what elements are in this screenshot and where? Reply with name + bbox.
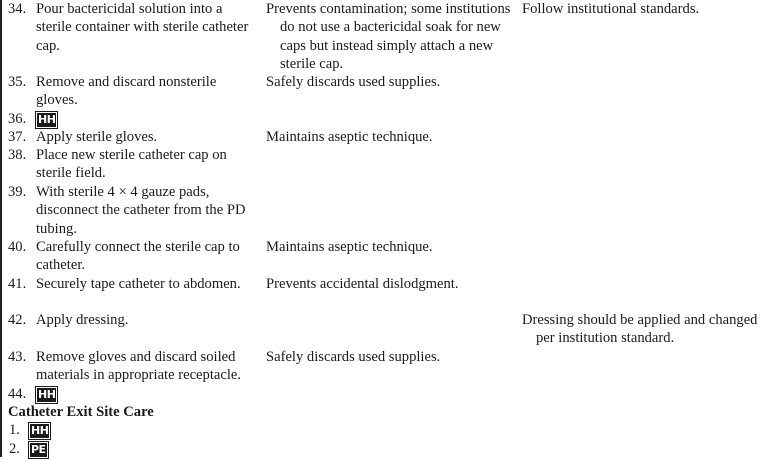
step-action: Carefully connect the sterile cap to catheter. bbox=[36, 239, 240, 274]
step-number: 2. bbox=[9, 441, 20, 457]
step-number: 41. bbox=[8, 276, 27, 292]
step-number: 43. bbox=[8, 349, 27, 365]
step-action: With sterile 4 × 4 gauze pads, disconnect the catheter from the PD tubing. bbox=[36, 184, 246, 237]
step-action: Securely tape catheter to abdomen. bbox=[36, 276, 241, 292]
hand-hygiene-icon: HH bbox=[28, 422, 51, 440]
step-rationale: Safely discards used supplies. bbox=[266, 74, 441, 90]
step-number: 40. bbox=[8, 239, 27, 255]
step-number: 37. bbox=[8, 129, 27, 145]
hand-hygiene-icon: HH bbox=[35, 111, 58, 129]
step-rationale: Safely discards used supplies. bbox=[266, 349, 441, 365]
step-action: Pour bactericidal solution into a sterile container with sterile catheter cap. bbox=[36, 1, 249, 54]
step-action: Apply sterile gloves. bbox=[36, 129, 158, 145]
step-rationale: Maintains aseptic technique. bbox=[266, 129, 433, 145]
step-rationale: Prevents accidental dislodgment. bbox=[266, 276, 459, 292]
step-rationale: Prevents contamination; some institutions do not use a bactericidal soak for new caps but instead simply attach a new sterile cap. bbox=[266, 1, 511, 72]
step-number: 38. bbox=[8, 147, 27, 163]
step-number: 39. bbox=[8, 184, 27, 200]
hand-hygiene-icon: HH bbox=[35, 386, 58, 404]
step-number: 1. bbox=[9, 422, 20, 438]
section-heading: Catheter Exit Site Care bbox=[8, 404, 154, 420]
step-number: 44. bbox=[8, 386, 27, 402]
step-action: Remove gloves and discard soiled materials in appropriate receptacle. bbox=[36, 349, 242, 384]
step-action: Apply dressing. bbox=[36, 312, 129, 328]
step-number: 42. bbox=[8, 312, 27, 328]
step-action: Remove and discard nonsterile gloves. bbox=[36, 74, 217, 109]
step-note: Follow institutional standards. bbox=[522, 1, 700, 17]
step-rationale: Maintains aseptic technique. bbox=[266, 239, 433, 255]
step-number: 36. bbox=[8, 111, 27, 127]
left-border-rule bbox=[0, 0, 2, 457]
step-number: 35. bbox=[8, 74, 27, 90]
patient-education-icon: PE bbox=[28, 441, 49, 459]
step-action: Place new sterile catheter cap on sterile field. bbox=[36, 147, 227, 182]
step-number: 34. bbox=[8, 1, 27, 17]
step-note: Dressing should be applied and changed per institution standard. bbox=[522, 312, 758, 347]
